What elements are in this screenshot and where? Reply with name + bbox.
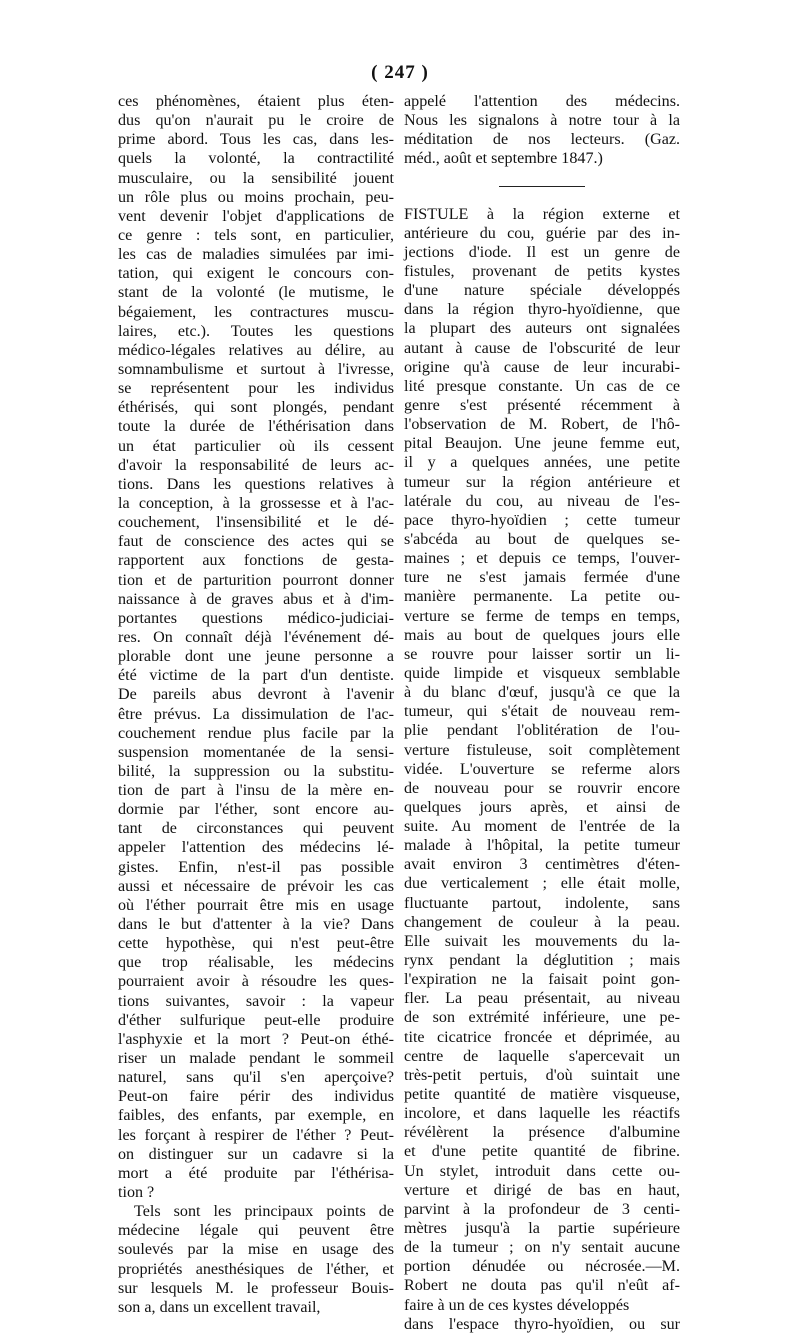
text-line: de nouveau pour se rouvrir encore — [404, 779, 680, 797]
text-line: origine qu'à cause de leur incurabi- — [404, 358, 680, 376]
text-line: laires, etc.). Toutes les questions — [118, 322, 394, 340]
text-line: à du blanc d'œuf, jusqu'à ce que la — [404, 684, 680, 702]
text-line: et d'une petite quantité de fibrine. — [404, 1143, 680, 1161]
text-line: médecine légale qui peuvent être — [118, 1222, 394, 1240]
text-line: quels la volonté, la contractilité — [118, 150, 394, 168]
text-line: Nous les signalons à notre tour à la — [404, 112, 680, 130]
text-line: gistes. Enfin, n'est-il pas possible — [118, 858, 394, 876]
text-line: petite quantité de matière visqueuse, — [404, 1086, 680, 1104]
text-line: l'expiration ne la faisait point gon- — [404, 971, 680, 989]
text-line: plie pendant l'oblitération de l'ou- — [404, 722, 680, 740]
text-line: vent devenir l'objet d'applications de — [118, 207, 394, 225]
text-line: Tels sont les principaux points de — [134, 1203, 394, 1221]
text-line: rynx pendant la déglutition ; mais — [404, 952, 680, 970]
text-line: antérieure du cou, guérie par des in- — [404, 224, 680, 242]
text-line: naturel, sans qu'il s'en aperçoive? — [118, 1069, 394, 1087]
text-line: tions suivantes, savoir : la vapeur — [118, 992, 394, 1010]
text-line: se rouvre pour laisser sortir un li- — [404, 645, 680, 663]
text-line: incolore, et dans laquelle les réactifs — [404, 1105, 680, 1123]
text-line: suite. Au moment de l'entrée de la — [404, 818, 680, 836]
text-line: la plupart des auteurs ont signalées — [404, 320, 680, 338]
text-line: autant à cause de l'obscurité de leur — [404, 339, 680, 357]
text-line: s'abcéda au bout de quelques se- — [404, 530, 680, 548]
text-line: changement de couleur à la peau. — [404, 913, 680, 931]
text-line: res. On connaît déjà l'événement dé- — [118, 628, 394, 646]
text-line: l'observation de M. Robert, de l'hô- — [404, 416, 680, 434]
text-column-left — [118, 92, 394, 1316]
page-number: ( 247 ) — [371, 62, 429, 83]
text-line: tite cicatrice froncée et déprimée, au — [404, 1028, 680, 1046]
text-line: tant de circonstances qui peuvent — [118, 820, 394, 838]
text-line: Robert ne douta pas qu'il n'eût af- — [404, 1277, 680, 1295]
text-line: parvint à la profondeur de 3 centi- — [404, 1200, 680, 1218]
text-line: appeler l'attention des médecins lé- — [118, 839, 394, 857]
text-line: tion ? — [118, 1184, 155, 1202]
text-line: on distinguer sur un cadavre si la — [118, 1145, 394, 1163]
text-line: la conception, à la grossesse et à l'ac- — [118, 494, 394, 512]
text-line: d'éther sulfurique peut-elle produire — [118, 1011, 394, 1029]
text-line: méd., août et septembre 1847.) — [404, 150, 603, 168]
text-line: révélèrent la présence d'albumine — [404, 1124, 680, 1142]
text-line: d'une nature spéciale développés — [404, 282, 680, 300]
text-line: verture et dirigé de bas en haut, — [404, 1181, 680, 1199]
text-line: fluctuante partout, indolente, sans — [404, 894, 680, 912]
text-line: stant de la volonté (le mutisme, le — [118, 284, 394, 302]
text-line: De pareils abus devront à l'avenir — [118, 686, 394, 704]
text-line: fler. La peau présentait, au niveau — [404, 990, 680, 1008]
text-line: tumeur, qui s'était de nouveau rem- — [404, 703, 680, 721]
text-line: où l'éther pourrait être mis en usage — [118, 896, 394, 914]
text-line: couchement rendue plus facile par la — [118, 724, 394, 742]
text-line: mort a été produite par l'éthérisa- — [118, 1164, 394, 1182]
text-line: l'asphyxie et la mort ? Peut-on éthé- — [118, 1030, 394, 1048]
text-line: se représentent pour les individus — [118, 380, 394, 398]
text-line: dus qu'on n'aurait pu le croire de — [118, 112, 394, 130]
text-line: bégaiement, les contractures muscu- — [118, 303, 394, 321]
text-line: maines ; et depuis ce temps, l'ouver- — [404, 550, 680, 568]
text-line: être prévus. La dissimulation de l'ac- — [118, 705, 394, 723]
text-line: tion et de parturition pourront donner — [118, 571, 394, 589]
text-line: pital Beaujon. Une jeune femme eut, — [404, 435, 680, 453]
text-line: bilité, la suppression ou la substitu- — [118, 762, 394, 780]
text-line: mais au bout de quelques jours elle — [404, 626, 680, 644]
text-line: de son extrémité inférieure, une pe- — [404, 1009, 680, 1027]
text-line: tions. Dans les questions relatives à — [118, 475, 394, 493]
text-line: très-petit pertuis, d'où suintait une — [404, 1066, 680, 1084]
text-line: Un stylet, introduit dans cette ou- — [404, 1162, 680, 1180]
text-line: genre s'est présenté récemment à — [404, 396, 680, 414]
text-line: tation, qui exigent le concours con- — [118, 265, 394, 283]
text-line: jections d'iode. Il est un genre de — [404, 243, 680, 261]
text-line: que trop réalisable, les médecins — [118, 954, 394, 972]
text-line: couchement, l'insensibilité et le dé- — [118, 514, 394, 532]
text-line: faire à un de ces kystes développés — [404, 1296, 630, 1314]
text-line: de la tumeur ; on n'y sentait aucune — [404, 1239, 680, 1257]
text-line: riser un malade pendant le sommeil — [118, 1050, 394, 1068]
text-line: ture ne s'est jamais fermée d'une — [404, 569, 680, 587]
text-line: il y a quelques années, une petite — [404, 454, 680, 472]
text-line: avait environ 3 centimètres d'éten- — [404, 856, 680, 874]
text-line: verture se ferme de temps en temps, — [404, 607, 680, 625]
text-line: prime abord. Tous les cas, dans les- — [118, 131, 394, 149]
text-line: dans l'espace thyro-hyoïdien, ou sur — [404, 1315, 680, 1333]
text-line: tion de part à l'insu de la mère en- — [118, 782, 394, 800]
text-line: pace thyro-hyoïdien ; cette tumeur — [404, 511, 680, 529]
text-line: été victime de la part d'un dentiste. — [118, 667, 394, 685]
text-line: méditation de nos lecteurs. (Gaz. — [404, 131, 680, 149]
text-line: les cas de maladies simulées par imi- — [118, 246, 394, 264]
text-line: manière permanente. La petite ou- — [404, 588, 680, 606]
text-line: tumeur sur la région antérieure et — [404, 473, 680, 491]
text-line: naissance à de graves abus et à d'im- — [118, 590, 394, 608]
text-line: dans la région thyro-hyoïdienne, que — [404, 301, 680, 319]
text-line: pourraient avoir à résoudre les ques- — [118, 973, 394, 991]
text-line: dans le but d'attenter à la vie? Dans — [118, 916, 394, 934]
text-line: centre de laquelle s'apercevait un — [404, 1047, 680, 1065]
text-line: mètres jusqu'à la partie supérieure — [404, 1220, 680, 1238]
text-line: un état particulier où ils cessent — [118, 437, 394, 455]
text-line: vidée. L'ouverture se referme alors — [404, 760, 680, 778]
text-line: propriétés anesthésiques de l'éther, et — [118, 1260, 394, 1278]
text-line: éthérisés, qui sont plongés, pendant — [118, 399, 394, 417]
text-line: dormie par l'éther, sont encore au- — [118, 801, 394, 819]
text-line: appelé l'attention des médecins. — [404, 93, 680, 110]
text-line: portion dénudée ou nécrosée.—M. — [404, 1258, 680, 1276]
text-line: médico-légales relatives au délire, au — [118, 341, 394, 359]
text-line: Elle suivait les mouvements du la- — [404, 932, 680, 950]
text-line: rapportent aux fonctions de gesta- — [118, 552, 394, 570]
section-divider — [404, 169, 680, 205]
text-line: faut de conscience des actes qui se — [118, 533, 394, 551]
text-line: faibles, des enfants, par exemple, en — [118, 1107, 394, 1125]
text-line: quelques jours après, et ainsi de — [404, 798, 680, 816]
text-line: soulevés par la mise en usage des — [118, 1241, 394, 1259]
text-line: verture fistuleuse, soit complètement — [404, 741, 680, 759]
text-column-right — [404, 92, 680, 1333]
text-line: plorable dont une jeune personne a — [118, 648, 394, 666]
text-line: somnambulisme et surtout à l'ivresse, — [118, 360, 394, 378]
text-line: FISTULE à la région externe et — [404, 205, 680, 223]
text-line: quide limpide et visqueux semblable — [404, 664, 680, 682]
text-line: sur lesquels M. le professeur Bouis- — [118, 1279, 394, 1297]
text-line: portantes questions médico-judiciai- — [118, 609, 394, 627]
text-line: un rôle plus ou moins prochain, peu- — [118, 188, 394, 206]
text-line: son a, dans un excellent travail, — [118, 1298, 321, 1316]
text-line: latérale du cou, au niveau de l'es- — [404, 492, 680, 510]
text-line: due verticalement ; elle était molle, — [404, 875, 680, 893]
text-line: les forçant à respirer de l'éther ? Peut- — [118, 1126, 394, 1144]
text-line: malade à l'hôpital, la petite tumeur — [404, 837, 680, 855]
text-line: cette hypothèse, qui n'est peut-être — [118, 935, 394, 953]
text-line: aussi et nécessaire de prévoir les cas — [118, 877, 394, 895]
text-line: musculaire, ou la sensibilité jouent — [118, 169, 394, 187]
text-line: d'avoir la responsabilité de leurs ac- — [118, 456, 394, 474]
text-line: suspension momentanée de la sensi- — [118, 743, 394, 761]
text-line: Peut-on faire périr des individus — [118, 1088, 394, 1106]
text-line: ce genre : tels sont, en particulier, — [118, 226, 394, 244]
text-line: ces phénomènes, étaient plus éten- — [118, 93, 394, 110]
text-line: toute la durée de l'éthérisation dans — [118, 418, 394, 436]
text-line: lité presque constante. Un cas de ce — [404, 377, 680, 395]
text-line: fistules, provenant de petits kystes — [404, 262, 680, 280]
